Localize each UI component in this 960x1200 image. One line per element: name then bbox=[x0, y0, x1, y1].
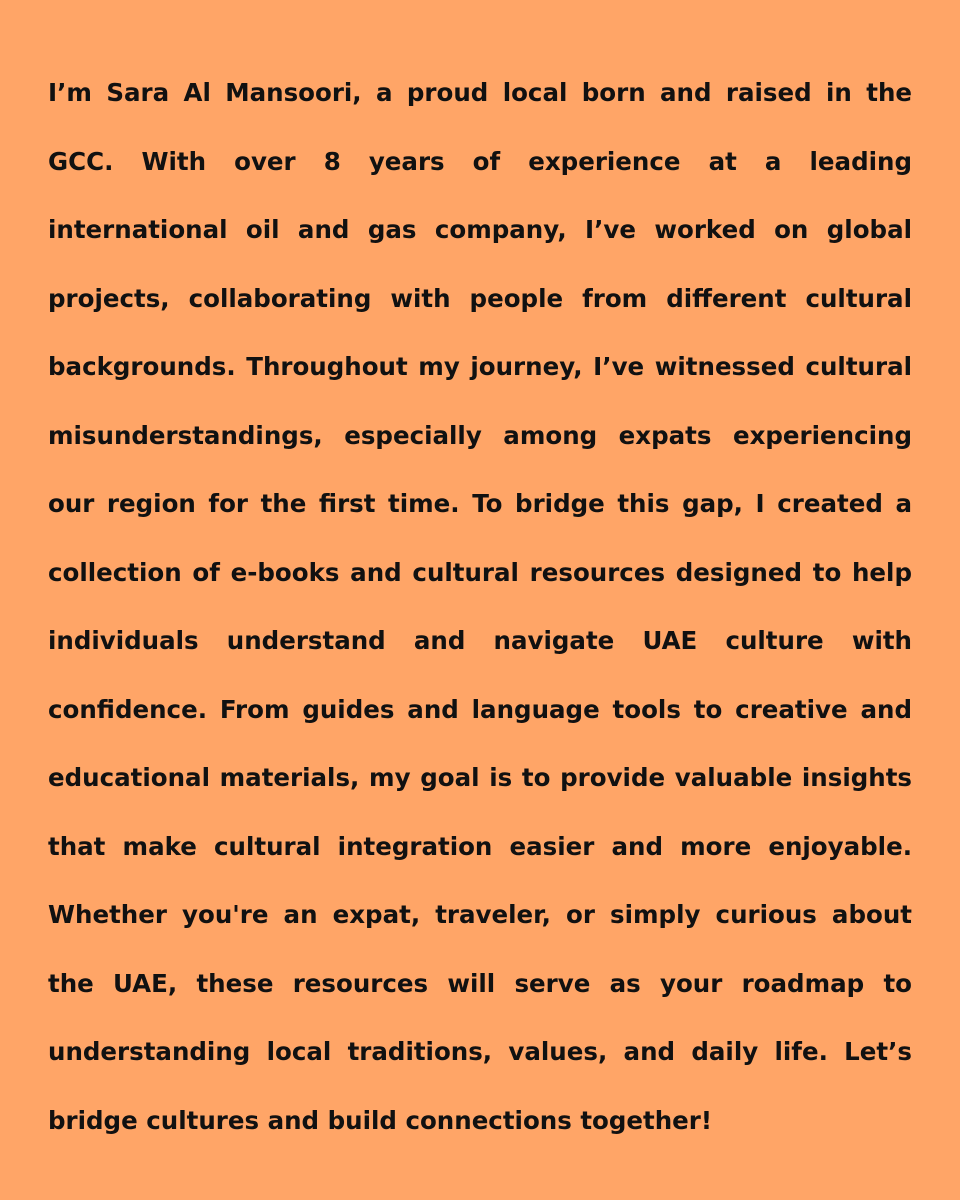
bio-paragraph: I’m Sara Al Mansoori, a proud local born and raised in the GCC. With over 8 years of experience at a leading international oil and gas company, I’ve worked on global projects, collaborating with people from different cultural backgrounds. Throughout my journey, I’ve witnessed cultural misunderstandings, especially among expats experiencing our region for the first time. To bridge this gap, I created a collection of e-books and cultural resources designed to help individuals understand and navigate UAE culture with confidence. From guides and language tools to creative and educational materials, my goal is to provide valuable insights that make cultural integration easier and more enjoyable. Whether you're an expat, traveler, or simply curious about the UAE, these resources will serve as your roadmap to understanding local traditions, values, and daily life. Let’s bridge cultures and build connections together! bbox=[48, 78, 912, 1135]
